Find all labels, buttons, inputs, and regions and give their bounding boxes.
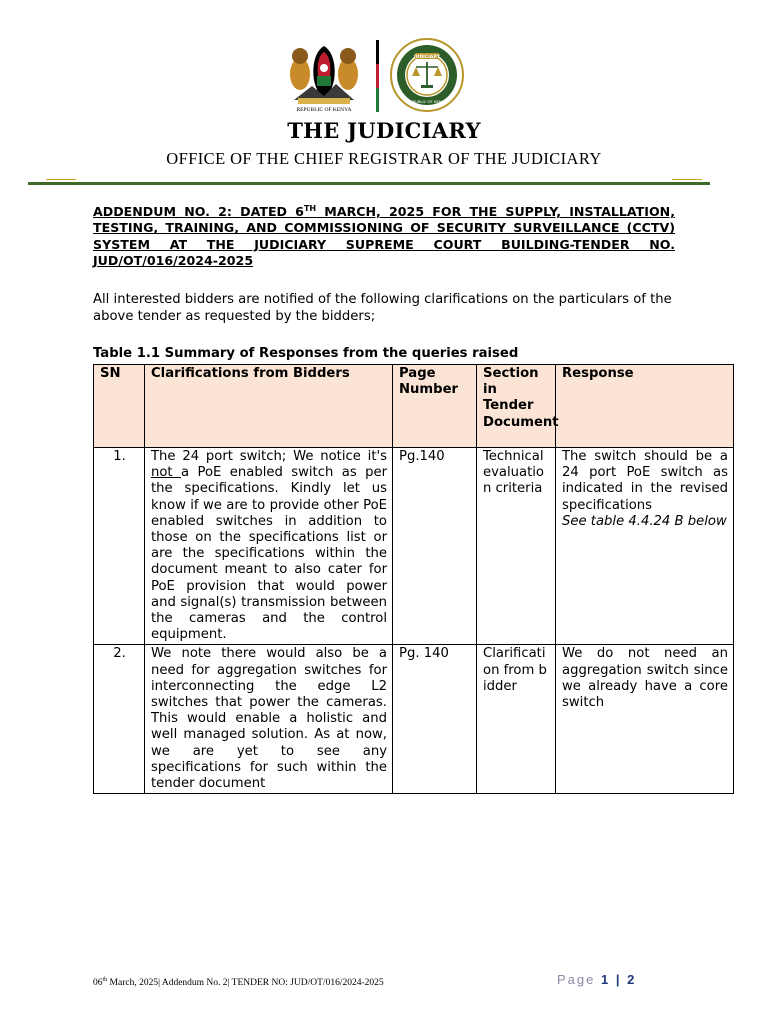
row-clarification bbox=[145, 448, 393, 645]
response-note: See table 4.4.24 B below bbox=[562, 513, 727, 529]
page-label: Page bbox=[557, 972, 596, 987]
row-clarification bbox=[145, 645, 393, 794]
page-current: 1 bbox=[601, 972, 611, 987]
header-clarifications: Clarifications from Bidders bbox=[145, 365, 393, 448]
addendum-heading bbox=[93, 204, 675, 270]
clarification-text: We note there would also be a need for aggregation switches for interconnecting the edge L2 switches that power the cameras. This would enable a holistic and well managed solution. As at now, we are yet to see any specifications for such within the tender document bbox=[151, 646, 387, 792]
seal-top-text: JUDICIARY bbox=[413, 55, 441, 60]
row-section: Technical evaluation criteria bbox=[477, 448, 556, 645]
rule-accent-right bbox=[672, 179, 702, 180]
row-page-number: Pg. 140 bbox=[393, 645, 477, 794]
clarification-text-rest: a PoE enabled switch as per the specifications. Kindly let us know if we are to provide other PoE enabled switches in addition to those on the specifications list or are the specifications within the document meant to also cater for PoE provision that would power and signal(s) transmission between the cameras and the control equipment. bbox=[151, 465, 387, 643]
response-text: The switch should be a 24 port PoE switch as indicated in the revised specifications bbox=[562, 449, 728, 513]
table-caption: Table 1.1 Summary of Responses from the queries raised bbox=[93, 346, 519, 361]
responses-table bbox=[93, 364, 734, 794]
footer-date-rest: March, 2025| Addendum No. 2| TENDER NO: JUD/OT/016/2024-2025 bbox=[107, 978, 384, 989]
page-separator: | bbox=[615, 972, 622, 987]
clarification-text: The 24 port switch; We notice it's bbox=[151, 449, 387, 464]
heading-superscript: TH bbox=[303, 203, 317, 213]
row-response bbox=[556, 448, 734, 645]
clarification-emphasis: not bbox=[151, 465, 181, 481]
heading-part-2: MARCH, 2025 FOR THE SUPPLY, INSTALLATION, TESTING, TRAINING, AND COMMISSIONING OF SECURITY SURVEILLANCE (CCTV) SYSTEM AT THE JUDICIARY SUPREME COURT BUILDING-TENDER NO. JUD/OT/016/2024-2025 bbox=[93, 204, 675, 269]
coat-of-arms-logo bbox=[284, 38, 364, 114]
table-row bbox=[94, 645, 734, 794]
seal-bottom-text: REPUBLIC OF KENYA bbox=[407, 99, 447, 104]
row-page-number: Pg.140 bbox=[393, 448, 477, 645]
row-section: Clarification from bidder bbox=[477, 645, 556, 794]
footer-reference bbox=[93, 977, 384, 988]
organization-title: THE JUDICIARY bbox=[287, 118, 481, 143]
header-logos bbox=[284, 38, 484, 114]
response-text: We do not need an aggregation switch since we already have a core switch bbox=[562, 646, 728, 711]
rule-accent-left bbox=[46, 179, 76, 180]
header-response: Response bbox=[556, 365, 734, 448]
row-response bbox=[556, 645, 734, 794]
footer-date-day: 06 bbox=[93, 978, 103, 989]
header-page-number: Page Number bbox=[393, 365, 477, 448]
header-sn: SN bbox=[94, 365, 145, 448]
intro-paragraph: All interested bidders are notified of the following clarifications on the particulars of the above tender as requested by the bidders; bbox=[93, 292, 672, 324]
row-sn: 1. bbox=[94, 448, 145, 645]
header-divider bbox=[28, 182, 710, 185]
page-indicator bbox=[557, 972, 636, 987]
heading-part-1: ADDENDUM NO. 2: DATED 6 bbox=[93, 204, 304, 219]
footer-date-sup: th bbox=[102, 977, 108, 983]
page-total: 2 bbox=[627, 972, 637, 987]
organization-subtitle: OFFICE OF THE CHIEF REGISTRAR OF THE JUDICIARY bbox=[166, 149, 602, 168]
coat-of-arms-caption: REPUBLIC OF KENYA bbox=[296, 107, 352, 113]
header-section: Section in Tender Document bbox=[477, 365, 556, 448]
table-row bbox=[94, 448, 734, 645]
table-header-row bbox=[94, 365, 734, 448]
kenya-flag-bar bbox=[376, 40, 379, 112]
row-sn: 2. bbox=[94, 645, 145, 794]
judiciary-seal-logo bbox=[390, 38, 464, 112]
